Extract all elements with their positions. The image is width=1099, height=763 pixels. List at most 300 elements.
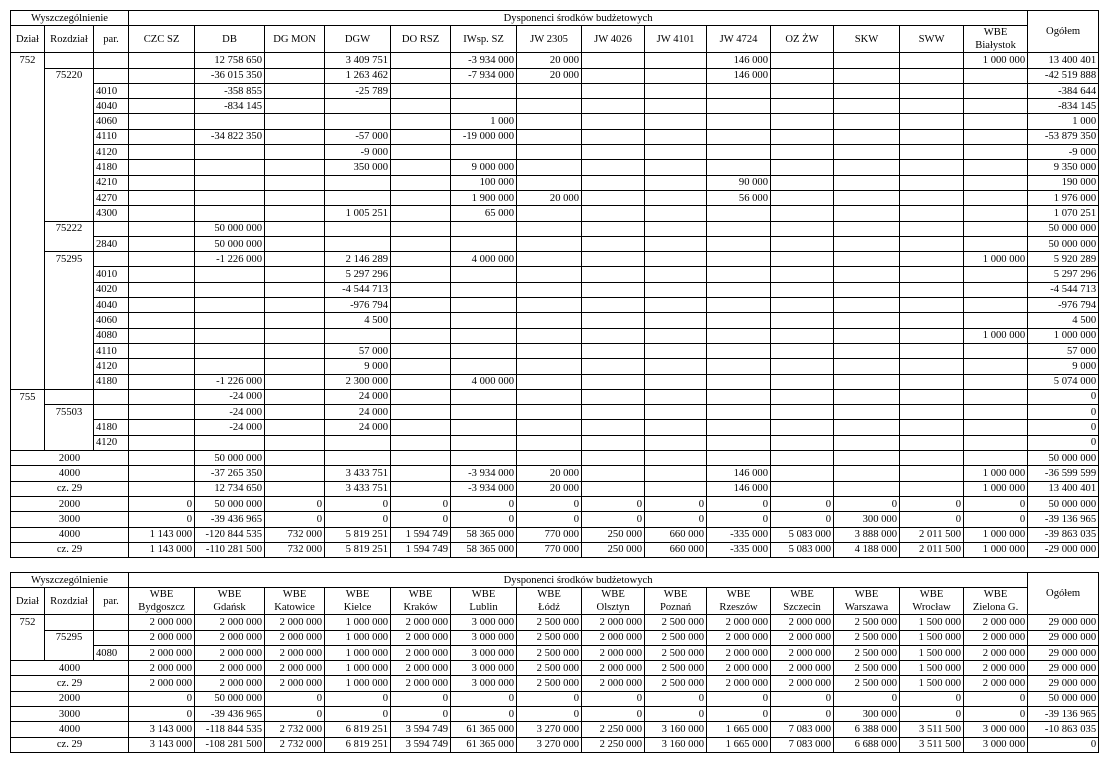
value-cell	[900, 236, 964, 251]
summary-value	[645, 451, 707, 466]
value-cell	[325, 328, 391, 343]
value-cell	[451, 145, 517, 160]
table-row	[11, 68, 1099, 83]
value-cell	[645, 328, 707, 343]
summary-value: 1 143 000	[129, 527, 195, 542]
value-cell	[265, 129, 325, 144]
column-header	[517, 588, 582, 615]
summary-value	[582, 451, 645, 466]
table-row	[11, 313, 1099, 328]
summary-value	[834, 481, 900, 496]
column-header-line: Warszawa	[844, 602, 889, 614]
summary-value: 0	[707, 512, 771, 527]
value-cell: 2 000 000	[265, 615, 325, 630]
value-cell	[582, 68, 645, 83]
value-cell	[964, 206, 1028, 221]
value-cell	[900, 374, 964, 389]
summary-row	[11, 691, 1099, 706]
paragraf-cell: 4210	[94, 175, 129, 190]
header-wyszczegolnienie: Wyszczególnienie	[11, 11, 129, 26]
value-cell	[129, 190, 195, 205]
value-cell	[517, 389, 582, 404]
value-cell: 2 500 000	[645, 645, 707, 660]
table-row	[11, 359, 1099, 374]
value-cell	[707, 343, 771, 358]
summary-value: 61 365 000	[451, 737, 517, 752]
summary-value	[771, 451, 834, 466]
summary-value: 300 000	[834, 707, 900, 722]
value-cell	[517, 328, 582, 343]
value-cell: -24 000	[195, 405, 265, 420]
summary-value: 1 000 000	[964, 466, 1028, 481]
summary-value: 0	[964, 512, 1028, 527]
rozdzial-cell	[45, 313, 94, 328]
value-cell	[517, 343, 582, 358]
dzial-cell	[11, 374, 45, 389]
value-cell	[771, 129, 834, 144]
paragraf-cell: 4010	[94, 267, 129, 282]
value-cell	[129, 206, 195, 221]
value-cell	[582, 282, 645, 297]
value-cell	[195, 313, 265, 328]
value-cell	[265, 206, 325, 221]
value-cell: 4 000 000	[451, 374, 517, 389]
value-cell	[900, 328, 964, 343]
value-cell	[582, 160, 645, 175]
dzial-cell	[11, 282, 45, 297]
value-cell	[451, 405, 517, 420]
dzial-cell	[11, 328, 45, 343]
summary-value: 2 000 000	[707, 661, 771, 676]
value-cell	[834, 282, 900, 297]
dzial-cell	[11, 160, 45, 175]
paragraf-cell	[94, 221, 129, 236]
summary-value: 770 000	[517, 527, 582, 542]
rozdzial-cell	[45, 420, 94, 435]
value-cell	[265, 114, 325, 129]
summary-value: 3 160 000	[645, 737, 707, 752]
column-header: DG MON	[265, 26, 325, 53]
total-cell: 29 000 000	[1028, 615, 1099, 630]
summary-value: 1 000 000	[964, 527, 1028, 542]
value-cell	[771, 175, 834, 190]
summary-value: 0	[451, 707, 517, 722]
value-cell	[771, 99, 834, 114]
value-cell	[391, 129, 451, 144]
rozdzial-cell	[45, 175, 94, 190]
paragraf-cell: 4080	[94, 328, 129, 343]
column-header-line: WBE	[854, 589, 879, 601]
value-cell	[129, 221, 195, 236]
value-cell	[707, 236, 771, 251]
summary-value: -108 281 500	[195, 737, 265, 752]
table-row	[11, 221, 1099, 236]
value-cell	[391, 405, 451, 420]
header-ogolem: Ogółem	[1028, 11, 1099, 53]
summary-value: 2 000 000	[391, 676, 451, 691]
total-cell: 57 000	[1028, 343, 1099, 358]
value-cell	[707, 129, 771, 144]
summary-value: 2 000 000	[129, 661, 195, 676]
value-cell	[771, 435, 834, 450]
value-cell: 1 000 000	[964, 328, 1028, 343]
summary-value	[582, 466, 645, 481]
value-cell	[834, 389, 900, 404]
value-cell	[265, 359, 325, 374]
value-cell: 2 000 000	[964, 615, 1028, 630]
value-cell	[129, 145, 195, 160]
value-cell	[645, 389, 707, 404]
value-cell	[265, 175, 325, 190]
value-cell	[265, 313, 325, 328]
value-cell	[265, 221, 325, 236]
value-cell	[391, 175, 451, 190]
table-row	[11, 389, 1099, 404]
column-header: JW 4101	[645, 26, 707, 53]
summary-row	[11, 722, 1099, 737]
column-header-line: WBE	[919, 589, 944, 601]
summary-value: 1 000 000	[325, 661, 391, 676]
value-cell	[325, 190, 391, 205]
value-cell	[645, 359, 707, 374]
summary-value: 12 734 650	[195, 481, 265, 496]
dzial-cell	[11, 190, 45, 205]
value-cell	[645, 313, 707, 328]
value-cell: -36 015 350	[195, 68, 265, 83]
summary-value: 0	[582, 512, 645, 527]
summary-label: cz. 29	[11, 481, 129, 496]
column-header	[582, 588, 645, 615]
summary-value: 2 000 000	[265, 676, 325, 691]
value-cell	[195, 359, 265, 374]
summary-row	[11, 661, 1099, 676]
summary-value: 732 000	[265, 527, 325, 542]
value-cell: 1 500 000	[900, 630, 964, 645]
value-cell	[645, 343, 707, 358]
column-header-line: WBE	[471, 589, 496, 601]
summary-value: 2 000 000	[964, 676, 1028, 691]
value-cell	[325, 175, 391, 190]
value-cell	[391, 389, 451, 404]
value-cell	[964, 236, 1028, 251]
value-cell	[964, 298, 1028, 313]
value-cell	[707, 298, 771, 313]
rozdzial-cell	[45, 114, 94, 129]
dzial-cell	[11, 114, 45, 129]
value-cell	[265, 99, 325, 114]
summary-value: 2 732 000	[265, 722, 325, 737]
summary-total: -39 136 965	[1028, 707, 1099, 722]
rozdzial-cell	[45, 206, 94, 221]
column-header-line: Kielce	[343, 602, 372, 614]
header-rozdzial: Rozdział	[45, 26, 94, 53]
summary-row	[11, 737, 1099, 752]
paragraf-cell	[94, 630, 129, 645]
rozdzial-cell: 75295	[45, 252, 94, 267]
value-cell: -4 544 713	[325, 282, 391, 297]
value-cell	[517, 252, 582, 267]
header-row	[11, 26, 1099, 53]
value-cell	[707, 328, 771, 343]
value-cell: 2 500 000	[645, 615, 707, 630]
rozdzial-cell	[45, 298, 94, 313]
value-cell: 2 000 000	[391, 630, 451, 645]
value-cell: 2 500 000	[834, 615, 900, 630]
value-cell	[517, 83, 582, 98]
summary-label: 2000	[11, 496, 129, 511]
summary-value	[265, 451, 325, 466]
column-header: JW 2305	[517, 26, 582, 53]
value-cell: 56 000	[707, 190, 771, 205]
rozdzial-cell	[45, 389, 94, 404]
value-cell	[265, 68, 325, 83]
value-cell	[771, 252, 834, 267]
value-cell	[645, 236, 707, 251]
summary-value: 0	[265, 707, 325, 722]
total-cell: 29 000 000	[1028, 630, 1099, 645]
value-cell	[265, 267, 325, 282]
value-cell	[391, 374, 451, 389]
value-cell: 1 000 000	[964, 53, 1028, 68]
summary-value: 3 888 000	[834, 527, 900, 542]
value-cell	[900, 359, 964, 374]
summary-value: 2 000 000	[129, 676, 195, 691]
summary-value: 1 500 000	[900, 661, 964, 676]
value-cell	[265, 160, 325, 175]
header-row	[11, 11, 1099, 26]
paragraf-cell	[94, 252, 129, 267]
summary-value: 0	[325, 691, 391, 706]
table-row	[11, 615, 1099, 630]
summary-value: 0	[517, 496, 582, 511]
summary-value: 0	[582, 691, 645, 706]
summary-value: 0	[645, 496, 707, 511]
value-cell	[129, 343, 195, 358]
column-header: JW 4026	[582, 26, 645, 53]
value-cell	[707, 313, 771, 328]
value-cell	[645, 221, 707, 236]
column-header-line: WBE	[537, 589, 561, 601]
summary-value: 2 000 000	[771, 661, 834, 676]
value-cell: -57 000	[325, 129, 391, 144]
rozdzial-cell	[45, 343, 94, 358]
summary-value: 300 000	[834, 512, 900, 527]
value-cell: 20 000	[517, 68, 582, 83]
summary-value	[900, 466, 964, 481]
summary-value: 2 000 000	[195, 676, 265, 691]
summary-value: 0	[129, 496, 195, 511]
value-cell	[129, 83, 195, 98]
value-cell: 2 000 000	[391, 645, 451, 660]
summary-value: 7 083 000	[771, 737, 834, 752]
summary-value	[129, 451, 195, 466]
value-cell: 24 000	[325, 420, 391, 435]
value-cell: 3 409 751	[325, 53, 391, 68]
value-cell	[582, 129, 645, 144]
value-cell	[391, 53, 451, 68]
total-cell: 50 000 000	[1028, 221, 1099, 236]
value-cell	[129, 313, 195, 328]
summary-value: 3 000 000	[451, 676, 517, 691]
summary-value: 2 500 000	[834, 661, 900, 676]
value-cell	[707, 389, 771, 404]
value-cell	[834, 160, 900, 175]
value-cell: 100 000	[451, 175, 517, 190]
paragraf-cell: 2840	[94, 236, 129, 251]
paragraf-cell: 4080	[94, 645, 129, 660]
summary-total: 29 000 000	[1028, 661, 1099, 676]
summary-value: 0	[325, 707, 391, 722]
header-par: par.	[94, 26, 129, 53]
summary-row	[11, 466, 1099, 481]
summary-value: 0	[517, 512, 582, 527]
column-header-line: WBE	[149, 589, 174, 601]
summary-value: 0	[517, 707, 582, 722]
total-cell: 0	[1028, 420, 1099, 435]
total-cell: 9 350 000	[1028, 160, 1099, 175]
column-header	[964, 26, 1028, 53]
summary-value: 2 732 000	[265, 737, 325, 752]
summary-row	[11, 676, 1099, 691]
value-cell	[265, 405, 325, 420]
value-cell	[451, 236, 517, 251]
total-cell: -53 879 350	[1028, 129, 1099, 144]
column-header: JW 4724	[707, 26, 771, 53]
table-row	[11, 83, 1099, 98]
paragraf-cell: 4120	[94, 435, 129, 450]
dzial-cell	[11, 68, 45, 83]
header-dzial: Dział	[11, 26, 45, 53]
column-header	[451, 588, 517, 615]
summary-value: -3 934 000	[451, 466, 517, 481]
table-row	[11, 405, 1099, 420]
summary-value: 0	[391, 691, 451, 706]
paragraf-cell: 4020	[94, 282, 129, 297]
value-cell	[451, 420, 517, 435]
value-cell	[391, 206, 451, 221]
value-cell	[129, 114, 195, 129]
value-cell	[707, 359, 771, 374]
total-cell: -4 544 713	[1028, 282, 1099, 297]
value-cell	[834, 267, 900, 282]
paragraf-cell: 4120	[94, 145, 129, 160]
value-cell	[771, 190, 834, 205]
value-cell	[325, 435, 391, 450]
value-cell	[517, 420, 582, 435]
header-par: par.	[94, 588, 129, 615]
value-cell	[771, 328, 834, 343]
summary-value: 0	[707, 707, 771, 722]
value-cell: 2 000 000	[771, 630, 834, 645]
value-cell	[707, 374, 771, 389]
value-cell	[582, 313, 645, 328]
summary-total: -36 599 599	[1028, 466, 1099, 481]
summary-value	[265, 481, 325, 496]
summary-value: 250 000	[582, 542, 645, 557]
value-cell	[195, 435, 265, 450]
value-cell	[582, 359, 645, 374]
summary-value: 0	[645, 691, 707, 706]
summary-value: 0	[900, 496, 964, 511]
value-cell	[517, 145, 582, 160]
value-cell	[771, 313, 834, 328]
total-cell: 0	[1028, 389, 1099, 404]
column-header-line: Olsztyn	[596, 602, 630, 614]
value-cell	[834, 313, 900, 328]
summary-value: 3 143 000	[129, 737, 195, 752]
value-cell: 1 005 251	[325, 206, 391, 221]
summary-value	[900, 481, 964, 496]
dzial-cell	[11, 99, 45, 114]
table-row	[11, 630, 1099, 645]
column-header-line: Poznań	[659, 602, 692, 614]
value-cell	[964, 145, 1028, 160]
value-cell	[517, 298, 582, 313]
value-cell	[195, 160, 265, 175]
value-cell	[964, 282, 1028, 297]
value-cell: 350 000	[325, 160, 391, 175]
dzial-cell	[11, 206, 45, 221]
column-header	[834, 588, 900, 615]
value-cell	[964, 190, 1028, 205]
column-header: CZC SZ	[129, 26, 195, 53]
value-cell	[834, 145, 900, 160]
column-header	[707, 588, 771, 615]
paragraf-cell	[94, 53, 129, 68]
value-cell	[771, 236, 834, 251]
rozdzial-cell: 75222	[45, 221, 94, 236]
value-cell	[391, 313, 451, 328]
summary-value: 4 188 000	[834, 542, 900, 557]
value-cell: 1 263 462	[325, 68, 391, 83]
value-cell	[834, 420, 900, 435]
value-cell: 3 000 000	[451, 645, 517, 660]
summary-value	[707, 451, 771, 466]
value-cell	[707, 99, 771, 114]
value-cell	[834, 298, 900, 313]
value-cell	[582, 206, 645, 221]
value-cell: 2 000 000	[391, 615, 451, 630]
value-cell	[451, 99, 517, 114]
dzial-cell: 755	[11, 389, 45, 404]
value-cell	[707, 420, 771, 435]
summary-row	[11, 542, 1099, 557]
rozdzial-cell	[45, 129, 94, 144]
column-header	[771, 588, 834, 615]
column-header-line: Rzeszów	[719, 602, 758, 614]
column-header-line: Szczecin	[783, 602, 821, 614]
value-cell	[582, 53, 645, 68]
dzial-cell	[11, 435, 45, 450]
value-cell	[645, 420, 707, 435]
total-cell: 1 070 251	[1028, 206, 1099, 221]
summary-value: 2 000 000	[771, 676, 834, 691]
rozdzial-cell	[45, 615, 94, 630]
budget-table-2	[10, 572, 1099, 753]
value-cell	[582, 374, 645, 389]
total-cell: 5 920 289	[1028, 252, 1099, 267]
value-cell: 3 000 000	[451, 630, 517, 645]
dzial-cell	[11, 83, 45, 98]
value-cell	[834, 129, 900, 144]
summary-label: cz. 29	[11, 676, 129, 691]
value-cell	[265, 298, 325, 313]
dzial-cell	[11, 343, 45, 358]
value-cell	[834, 206, 900, 221]
rozdzial-cell	[45, 145, 94, 160]
value-cell	[129, 405, 195, 420]
value-cell	[129, 267, 195, 282]
